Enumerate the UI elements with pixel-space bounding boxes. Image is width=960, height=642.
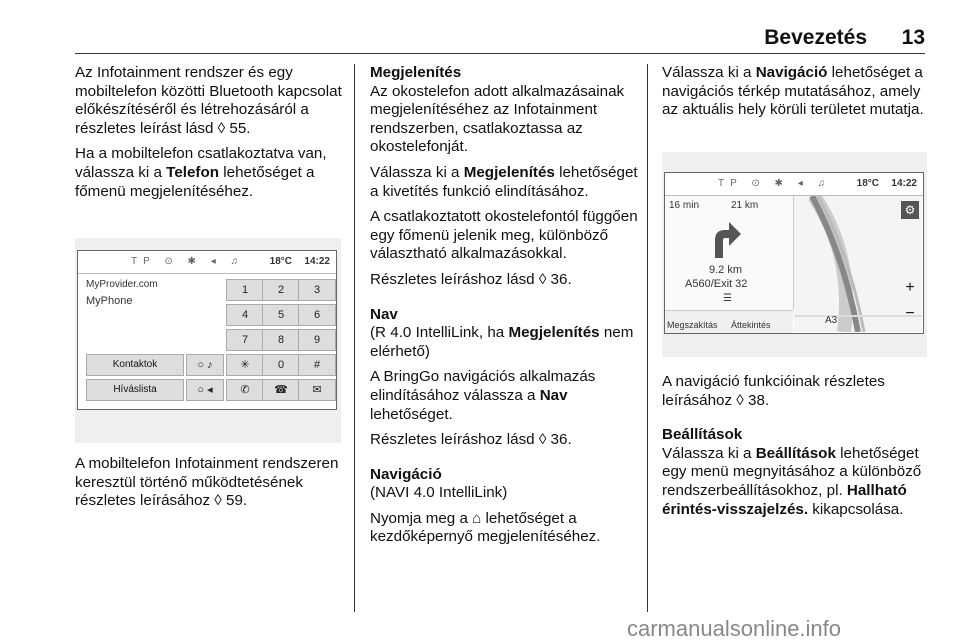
phone-screen bbox=[77, 250, 337, 410]
column-1-lower bbox=[75, 455, 343, 518]
key-4[interactable]: 4 bbox=[226, 304, 264, 326]
key-3[interactable]: 3 bbox=[298, 279, 336, 301]
page-number: 13 bbox=[901, 26, 925, 49]
key-hash[interactable]: # bbox=[298, 354, 336, 376]
road-label: A3 bbox=[825, 315, 838, 326]
column-divider bbox=[647, 64, 648, 612]
key-7[interactable]: 7 bbox=[226, 329, 264, 351]
navigation-screenshot bbox=[662, 152, 927, 357]
message-icon[interactable]: ✉ bbox=[298, 379, 336, 401]
call-icon[interactable]: ✆ bbox=[226, 379, 264, 401]
section-heading: Megjelenítés bbox=[370, 64, 462, 81]
column-2 bbox=[370, 64, 638, 554]
phone-screenshot bbox=[75, 238, 341, 443]
eta-label: 16 min bbox=[669, 200, 700, 211]
speaker-icon[interactable]: ○ ◂ bbox=[186, 379, 224, 401]
key-6[interactable]: 6 bbox=[298, 304, 336, 326]
paragraph: Válassza ki a Navigáció lehetőséget a navigációs térkép mutatásához, amely az aktuális hely körüli területet mutatja. bbox=[662, 64, 924, 119]
provider-label: MyProvider.com bbox=[86, 279, 158, 290]
paragraph: A BringGo navigációs alkalmazás elindításához válassza a Nav lehetőséget. bbox=[370, 368, 596, 423]
paragraph: (NAVI 4.0 IntelliLink) bbox=[370, 484, 508, 502]
column-3-lower bbox=[662, 373, 930, 526]
key-1[interactable]: 1 bbox=[226, 279, 264, 301]
temperature: 18°C bbox=[269, 256, 292, 267]
temperature: 18°C bbox=[856, 178, 879, 189]
key-9[interactable]: 9 bbox=[298, 329, 336, 351]
clock: 14:22 bbox=[891, 178, 917, 189]
paragraph: Az okostelefon adott alkalmazásainak megjelenítéséhez az Infotainment rendszerben, csatlakoztassa az okostelefonját. bbox=[370, 82, 625, 156]
page-title: Bevezetés bbox=[764, 26, 867, 49]
next-distance: 9.2 km bbox=[709, 264, 743, 276]
key-2[interactable]: 2 bbox=[262, 279, 300, 301]
clock: 14:22 bbox=[304, 256, 330, 267]
zoom-out-button[interactable]: − bbox=[905, 305, 915, 322]
zoom-in-button[interactable]: + bbox=[905, 279, 915, 296]
status-bar bbox=[665, 173, 923, 196]
column-divider bbox=[354, 64, 355, 612]
nav-bottom-bar bbox=[665, 310, 793, 333]
paragraph: A navigáció funkcióinak részletes leírásához ◊ 38. bbox=[662, 373, 885, 409]
paragraph: Az Infotainment rendszer és egy mobiltelefon közötti Bluetooth kapcsolat előkészítéséről és létrehozásáról a részletes leírást lásd ◊ 55. bbox=[75, 64, 342, 137]
paragraph: Nyomja meg a ⌂ lehetőséget a kezdőképernyő megjelenítéséhez. bbox=[370, 509, 601, 546]
paragraph: Részletes leíráshoz lásd ◊ 36. bbox=[370, 431, 572, 449]
paragraph: A csatlakoztatott okostelefontól függően egy főmenü jelenik meg, különböző választható alkalmazásokkal. bbox=[370, 208, 638, 263]
guidance-panel bbox=[665, 196, 794, 310]
paragraph: Válassza ki a Beállítások lehetőséget egy menü megnyitásához a különböző rendszerbeállításokhoz, pl. Hallható érintés-visszajelzés. kikapcsolása. bbox=[662, 444, 922, 518]
watermark: carmanualsonline.info bbox=[627, 616, 842, 641]
header-rule bbox=[75, 53, 925, 54]
section-heading: Navigáció bbox=[370, 465, 442, 483]
section-heading: Nav bbox=[370, 305, 398, 323]
paragraph: A mobiltelefon Infotainment rendszeren keresztül történő működtetésének részletes leírásához ◊ 59. bbox=[75, 455, 339, 510]
mute-icon[interactable]: ○ ♪ bbox=[186, 354, 224, 376]
column-3 bbox=[662, 64, 930, 127]
section-heading: Beállítások bbox=[662, 426, 743, 444]
status-icons: TP ⊙ ✱ ◂ ♫ bbox=[718, 178, 831, 189]
key-0[interactable]: 0 bbox=[262, 354, 300, 376]
settings-gear-icon[interactable]: ⚙ bbox=[901, 201, 919, 219]
device-label: MyPhone bbox=[86, 295, 133, 307]
distance-label: 21 km bbox=[731, 200, 759, 211]
column-1 bbox=[75, 64, 343, 208]
status-bar bbox=[78, 251, 336, 274]
nav-screen bbox=[664, 172, 924, 334]
paragraph: Ha a mobiltelefon csatlakoztatva van, válassza ki a Telefon lehetőséget a főmenü megjelenítéséhez. bbox=[75, 145, 327, 200]
exit-label: A560/Exit 32 bbox=[685, 278, 748, 290]
overview-button[interactable]: Áttekintés bbox=[731, 320, 771, 330]
page-header bbox=[75, 20, 925, 50]
key-star[interactable]: ✳ bbox=[226, 354, 264, 376]
key-8[interactable]: 8 bbox=[262, 329, 300, 351]
cancel-button[interactable]: Megszakítás bbox=[667, 320, 718, 330]
paragraph: Részletes leíráshoz lásd ◊ 36. bbox=[370, 270, 572, 288]
hangup-icon[interactable]: ☎ bbox=[262, 379, 300, 401]
paragraph: (R 4.0 IntelliLink, ha Megjelenítés nem elérhető) bbox=[370, 324, 634, 360]
paragraph: Válassza ki a Megjelenítés lehetőséget a kivetítés funkció elindításához. bbox=[370, 163, 638, 200]
list-icon[interactable]: ☰ bbox=[723, 293, 732, 304]
key-5[interactable]: 5 bbox=[262, 304, 300, 326]
status-icons: TP ⊙ ✱ ◂ ♫ bbox=[131, 256, 244, 267]
turn-right-icon bbox=[707, 218, 743, 258]
contacts-button[interactable]: Kontaktok bbox=[86, 354, 184, 376]
call-list-button[interactable]: Híváslista bbox=[86, 379, 184, 401]
